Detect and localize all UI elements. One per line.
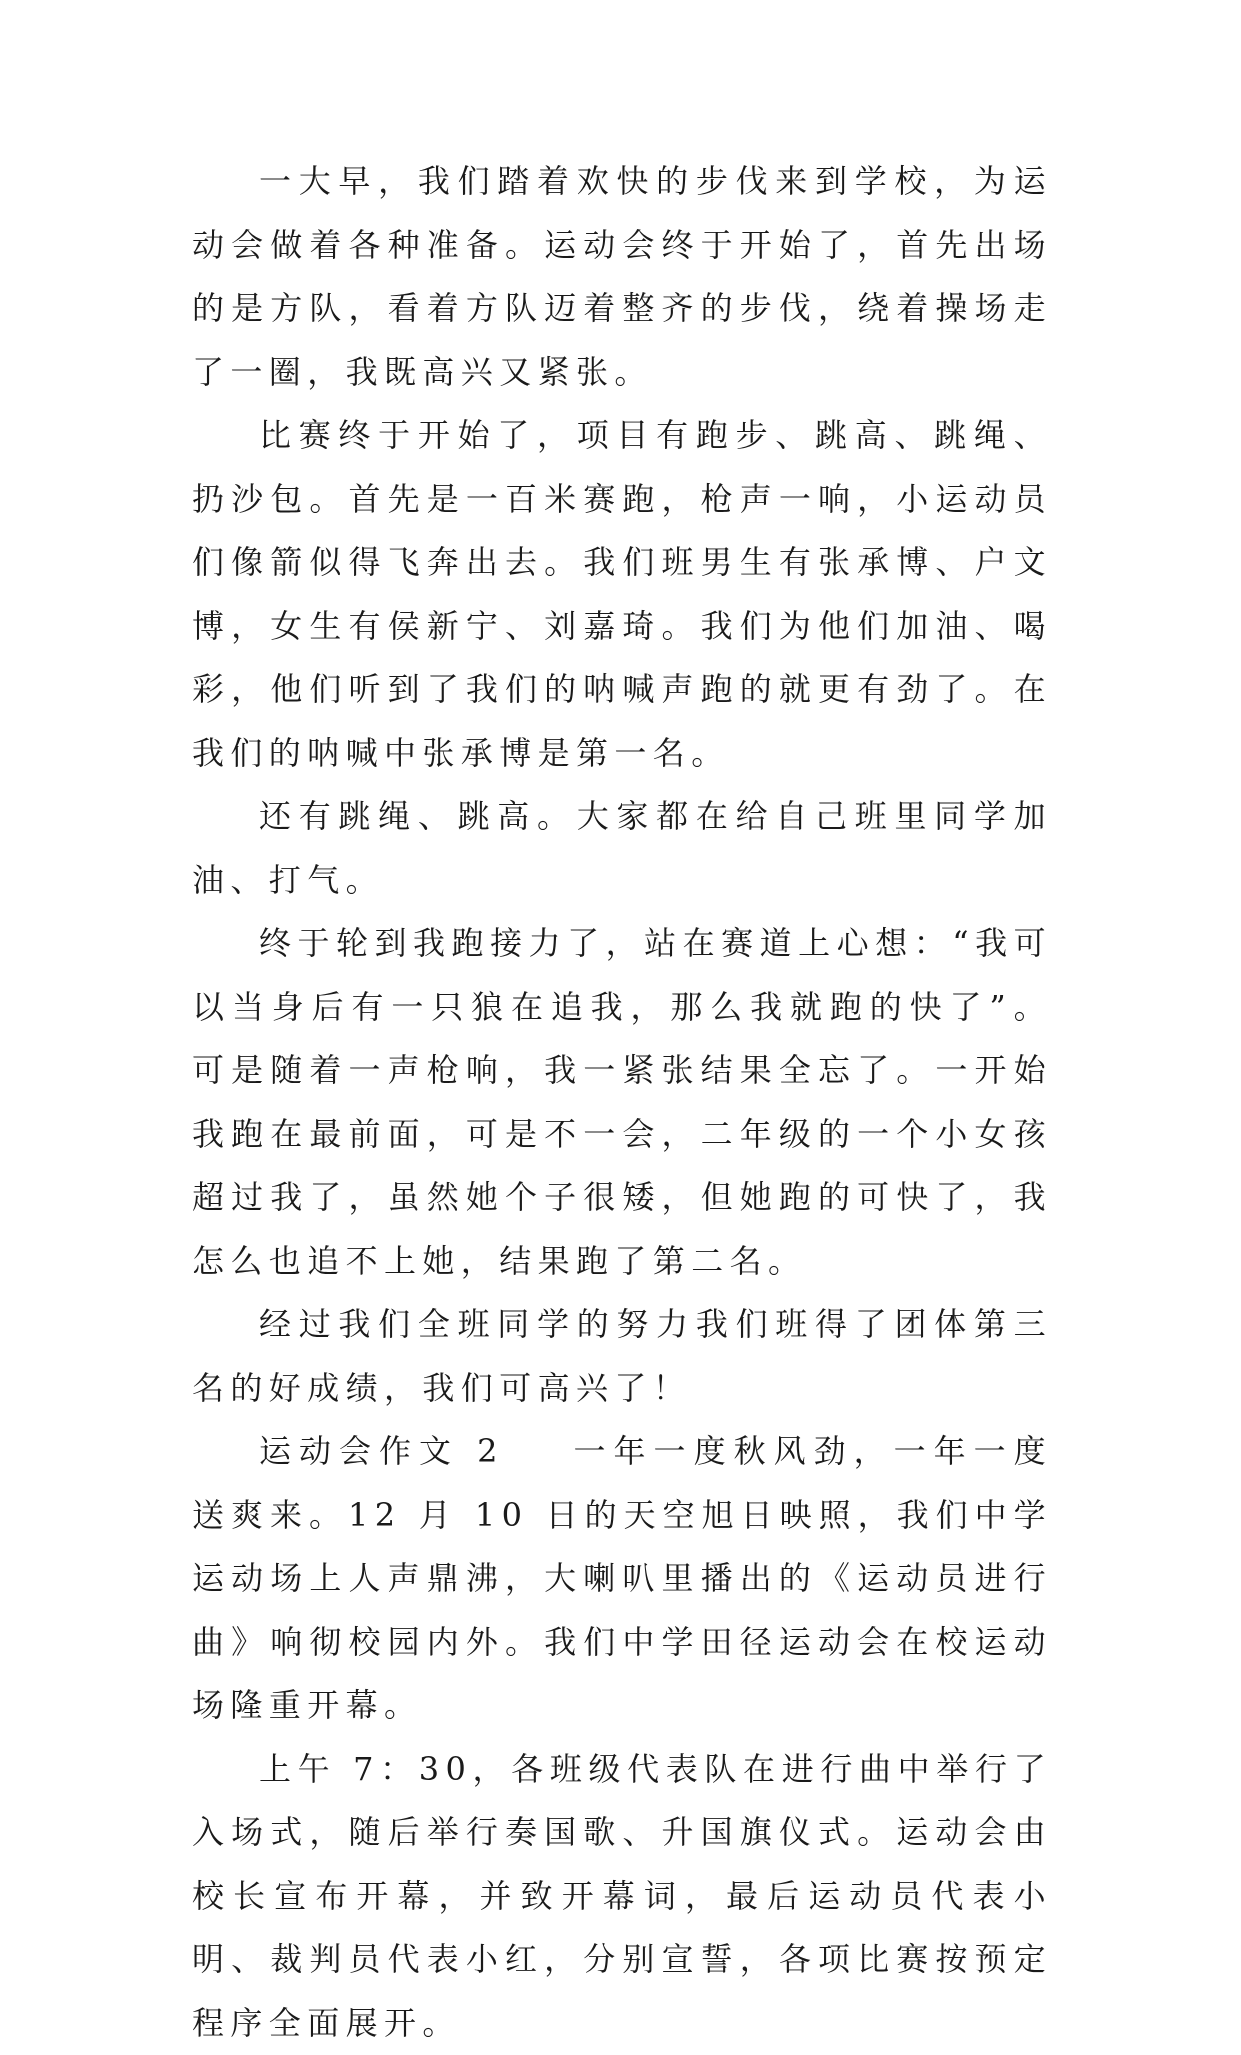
paragraph-3: 还有跳绳、跳高。大家都在给自己班里同学加油、打气。 — [192, 785, 1052, 912]
paragraph-1: 一大早，我们踏着欢快的步伐来到学校，为运动会做着各种准备。运动会终于开始了，首先出场的是方队，看着方队迈着整齐的步伐，绕着操场走了一圈，我既高兴又紧张。 — [192, 150, 1052, 404]
paragraph-2: 比赛终于开始了，项目有跑步、跳高、跳绳、扔沙包。首先是一百米赛跑，枪声一响，小运动员们像箭似得飞奔出去。我们班男生有张承博、户文博，女生有侯新宁、刘嘉琦。我们为他们加油、喝彩，他们听到了我们的呐喊声跑的就更有劲了。在我们的呐喊中张承博是第一名。 — [192, 404, 1052, 785]
document-body — [192, 150, 1052, 2055]
paragraph-7: 上午 7：30，各班级代表队在进行曲中举行了入场式，随后举行奏国歌、升国旗仪式。运动会由校长宣布开幕，并致开幕词，最后运动员代表小明、裁判员代表小红，分别宣誓，各项比赛按预定程序全面展开。 — [192, 1738, 1052, 2055]
paragraph-5: 经过我们全班同学的努力我们班得了团体第三名的好成绩，我们可高兴了！ — [192, 1293, 1052, 1420]
essay-2-paragraph — [192, 1420, 1052, 1738]
essay-2-heading: 运动会作文 2 — [259, 1432, 504, 1470]
paragraph-4: 终于轮到我跑接力了，站在赛道上心想：“我可以当身后有一只狼在追我，那么我就跑的快了”。可是随着一声枪响，我一紧张结果全忘了。一开始我跑在最前面，可是不一会，二年级的一个小女孩超过我了，虽然她个子很矮，但她跑的可快了，我怎么也追不上她，结果跑了第二名。 — [192, 912, 1052, 1293]
essay-2-first-paragraph-text: 一年一度秋风劲，一年一度送爽来。12 月 10 日的天空旭日映照，我们中学运动场上人声鼎沸，大喇叭里播出的《运动员进行曲》响彻校园内外。我们中学田径运动会在校运动场隆重开幕。 — [192, 1432, 1052, 1724]
